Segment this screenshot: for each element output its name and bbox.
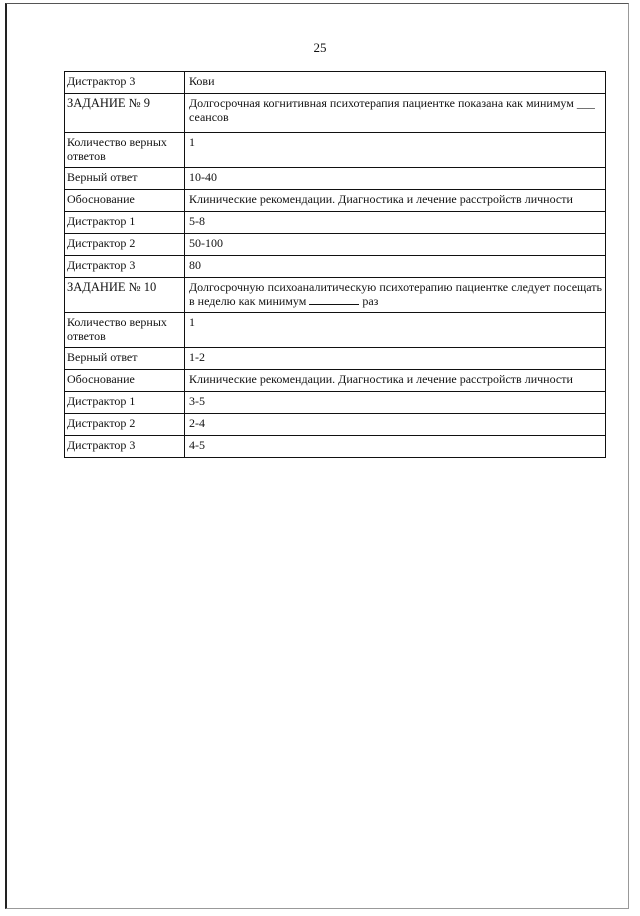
row-label: Обоснование [65, 190, 185, 212]
row-value: 50-100 [185, 234, 606, 256]
page-number: 25 [313, 40, 327, 55]
table-row [65, 168, 606, 190]
row-value: 4-5 [185, 436, 606, 458]
row-label: Дистрактор 2 [65, 234, 185, 256]
question-text: Долгосрочную психоаналитическую психотерапию пациентке следует посещать в неделю как минимум [189, 280, 602, 308]
row-value: Кови [185, 72, 606, 94]
table-row [65, 212, 606, 234]
answer-blank [309, 294, 359, 305]
row-label: Дистрактор 1 [65, 212, 185, 234]
row-label: Дистрактор 2 [65, 414, 185, 436]
table-row [65, 190, 606, 212]
correct-answer: 10-40 [185, 168, 606, 190]
table-row [65, 313, 606, 348]
table-row [65, 234, 606, 256]
table-row [65, 392, 606, 414]
row-value: Клинические рекомендации. Диагностика и лечение расстройств личности [185, 370, 606, 392]
task-heading: ЗАДАНИЕ № 10 [65, 278, 185, 313]
row-value: 1 [185, 313, 606, 348]
table-row [65, 278, 606, 313]
row-label: Количество верных ответов [65, 313, 185, 348]
row-value: 5-8 [185, 212, 606, 234]
table-row [65, 133, 606, 168]
row-label: Дистрактор 3 [65, 72, 185, 94]
correct-answer: 1-2 [185, 348, 606, 370]
row-value: 3-5 [185, 392, 606, 414]
row-label: Дистрактор 1 [65, 392, 185, 414]
task-question [185, 278, 606, 313]
table-row [65, 94, 606, 133]
row-label: Дистрактор 3 [65, 436, 185, 458]
row-label: Обоснование [65, 370, 185, 392]
row-value: 2-4 [185, 414, 606, 436]
table-row [65, 348, 606, 370]
task-question: Долгосрочная когнитивная психотерапия пациентке показана как минимум ___ сеансов [185, 94, 606, 133]
table-row [65, 370, 606, 392]
table-row [65, 436, 606, 458]
question-text-end: раз [362, 294, 379, 308]
row-label: Верный ответ [65, 168, 185, 190]
table-row [65, 72, 606, 94]
row-value: 80 [185, 256, 606, 278]
table-row [65, 414, 606, 436]
question-table [64, 71, 606, 458]
table-row [65, 256, 606, 278]
task-heading: ЗАДАНИЕ № 9 [65, 94, 185, 133]
row-value: 1 [185, 133, 606, 168]
row-label: Верный ответ [65, 348, 185, 370]
row-label: Количество верных ответов [65, 133, 185, 168]
row-value: Клинические рекомендации. Диагностика и лечение расстройств личности [185, 190, 606, 212]
row-label: Дистрактор 3 [65, 256, 185, 278]
